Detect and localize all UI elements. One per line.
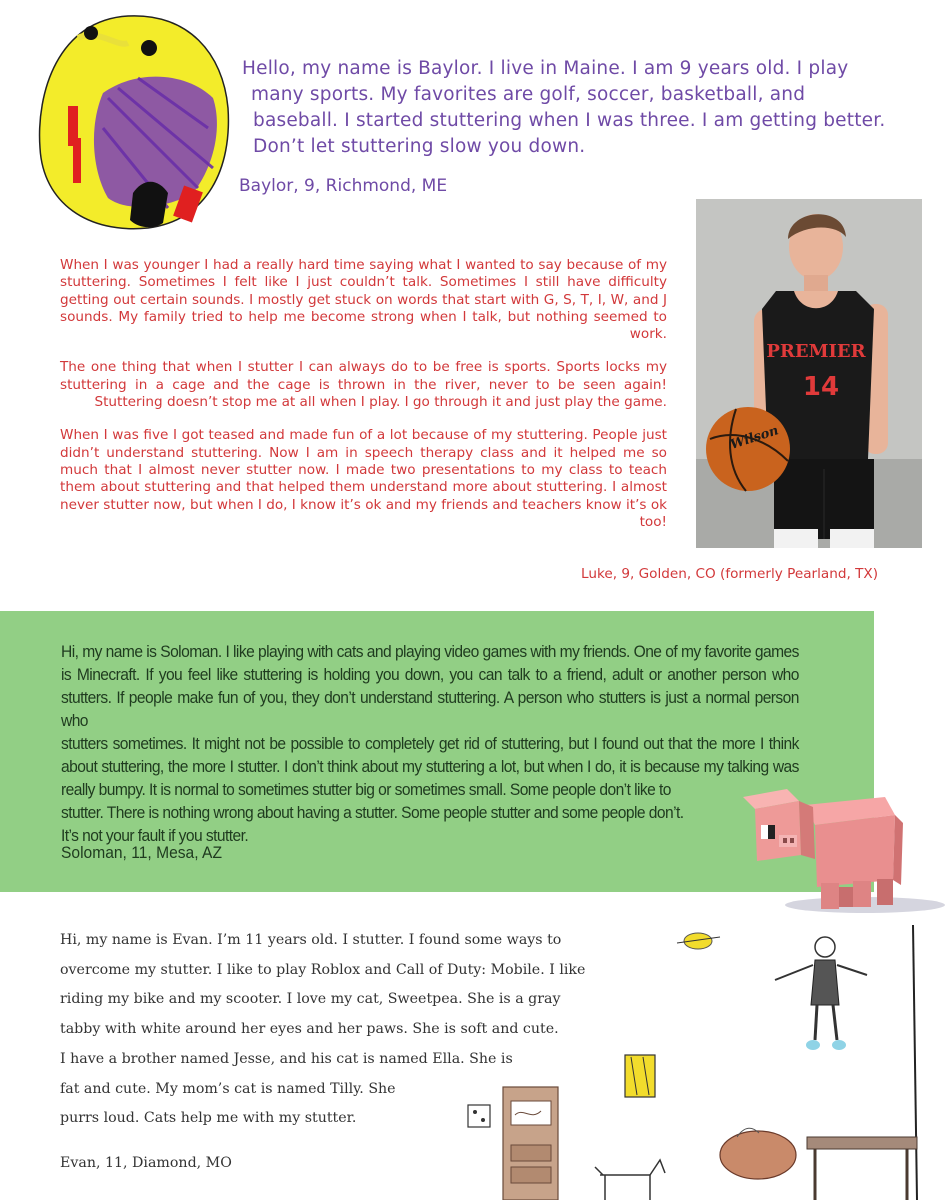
minecraft-pig-illustration	[735, 775, 946, 915]
soloman-line: about stuttering, the more I stutter. I don’t think about my stuttering a lot, but when I do, it is because my talking was	[61, 757, 799, 776]
baylor-letter	[242, 56, 902, 160]
evan-line: I have a brother named Jesse, and his cat is named Ella. She is	[60, 1050, 513, 1067]
baylor-line: many sports. My favorites are golf, soccer, basketball, and	[251, 84, 806, 105]
soloman-line: stutter. There is nothing wrong about having a stutter. Some people stutter and some people don’t.	[61, 803, 684, 822]
soloman-line: Hi, my name is Soloman. I like playing with cats and playing video games with my friends. One of my favorite games	[61, 642, 799, 661]
evan-line: Hi, my name is Evan. I’m 11 years old. I stutter. I found some ways to	[60, 932, 562, 948]
luke-paragraph: When I was younger I had a really hard time saying what I wanted to say because of my stuttering. Sometimes I felt like I just couldn’t talk. Sometimes I still have difficulty getting out certain sounds. I mostly get stuck on words that start with G, S, T, I, W, and J sounds. My family tried to help me become strong when I talk, but nothing seemed to work.	[60, 257, 667, 343]
baylor-line: baseball. I started stuttering when I was three. I am getting better.	[253, 110, 886, 131]
luke-paragraph: The one thing that when I stutter I can always do to be free is sports. Sports locks my stuttering in a cage and the cage is thrown in the river, never to be seen again! Stuttering doesn’t stop me at all when I play. I go through it and just play the game.	[60, 359, 667, 411]
soloman-signature: Soloman, 11, Mesa, AZ	[61, 843, 222, 862]
evan-line: fat and cute. My mom’s cat is named Tilly. She	[60, 1080, 396, 1097]
evan-line: riding my bike and my scooter. I love my cat, Sweetpea. She is a gray	[60, 991, 561, 1008]
evan-line: overcome my stutter. I like to play Roblox and Call of Duty: Mobile. I like	[60, 961, 586, 978]
ball-brand: Wilson	[728, 423, 781, 453]
soloman-line: is Minecraft. If you feel like stuttering is holding you down, you can talk to a friend, adult or another person who	[61, 665, 799, 684]
luke-basketball-photo	[696, 199, 922, 548]
soloman-line: stutters. If people make fun of you, they don’t understand stuttering. A person who stutters is just a normal person who	[61, 688, 799, 730]
luke-letter	[60, 257, 667, 547]
baylor-crayon-face-drawing	[18, 8, 238, 233]
soloman-line: really bumpy. It is normal to sometimes stutter big or sometimes small. Some people don’t like to	[61, 780, 671, 799]
soloman-line: stutters sometimes. It might not be possible to completely get rid of stuttering, but I found out that the more I think	[61, 734, 799, 753]
baylor-signature: Baylor, 9, Richmond, ME	[239, 176, 448, 196]
jersey-number: 14	[802, 372, 840, 402]
baylor-line: Hello, my name is Baylor. I live in Maine. I am 9 years old. I play	[242, 58, 849, 79]
evan-line: tabby with white around her eyes and her paws. She is soft and cute.	[60, 1021, 559, 1038]
luke-paragraph: When I was five I got teased and made fun of a lot because of my stuttering. People just didn’t understand stuttering. Now I am in speech therapy class and it helped me so much that I almost never stutter now. I made two presentations to my class to teach them about stuttering and that helped them understand more about stuttering. I almost never stutter now, but when I do, I know it’s ok and my friends and teachers know it’s ok too!	[60, 427, 668, 530]
soloman-line: It’s not your fault if you stutter.	[61, 826, 249, 845]
luke-signature: Luke, 9, Golden, CO (formerly Pearland, TX)	[581, 566, 879, 582]
evan-line: purrs loud. Cats help me with my stutter.	[60, 1110, 357, 1127]
baylor-line: Don’t let stuttering slow you down.	[253, 136, 586, 157]
soloman-letter	[61, 640, 799, 847]
jersey-team: PREMIER	[766, 341, 866, 362]
evan-signature: Evan, 11, Diamond, MO	[60, 1155, 232, 1171]
evan-pencil-drawing	[455, 905, 946, 1200]
